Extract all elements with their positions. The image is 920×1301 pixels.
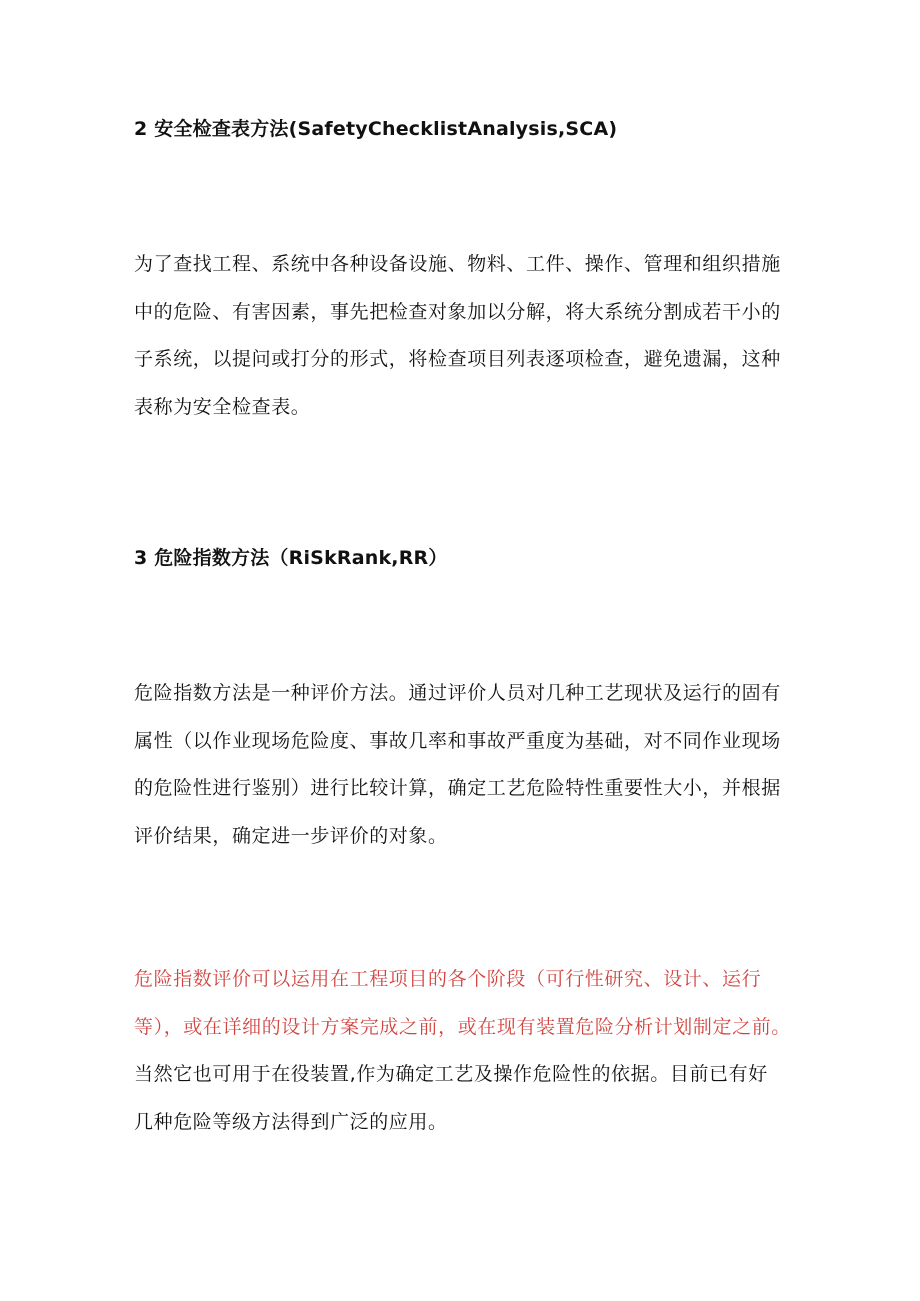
paragraph-line: 中的危险、有害因素，事先把检查对象加以分解，将大系统分割成若干小的: [134, 300, 781, 323]
paragraph-sca: [134, 241, 794, 431]
paragraph-line: 为了查找工程、系统中各种设备设施、物料、工件、操作、管理和组织措施: [134, 253, 781, 275]
paragraph-line: 子系统，以提问或打分的形式，将检查项目列表逐项检查，避免遗漏，这种: [134, 348, 781, 370]
paragraph-line: 评价结果，确定进一步评价的对象。: [134, 824, 448, 847]
paragraph-line: 表称为安全检查表。: [134, 395, 311, 418]
highlight-line: 危险指数评价可以运用在工程项目的各个阶段（可行性研究、设计、运行: [134, 968, 762, 990]
paragraph-rr: [134, 670, 794, 860]
highlight-line: 等），或在详细的设计方案完成之前，或在现有装置危险分析计划制定之前。: [134, 1015, 791, 1038]
paragraph-line: 属性（以作业现场危险度、事故几率和事故严重度为基础，对不同作业现场: [134, 729, 781, 752]
section-heading-sca: 2 安全检查表方法(SafetyChecklistAnalysis,SCA): [134, 118, 618, 140]
section-heading-rr: 3 危险指数方法（RiSkRank,RR）: [134, 547, 448, 569]
paragraph-line: 几种危险等级方法得到广泛的应用。: [134, 1110, 448, 1133]
paragraph-line: 的危险性进行鉴别）进行比较计算，确定工艺危险特性重要性大小，并根据: [134, 777, 781, 799]
paragraph-line: 危险指数方法是一种评价方法。通过评价人员对几种工艺现状及运行的固有: [134, 682, 781, 704]
paragraph-line: 当然它也可用于在役装置,作为确定工艺及操作危险性的依据。目前已有好: [134, 1063, 768, 1085]
paragraph-rr-application: [134, 956, 794, 1146]
